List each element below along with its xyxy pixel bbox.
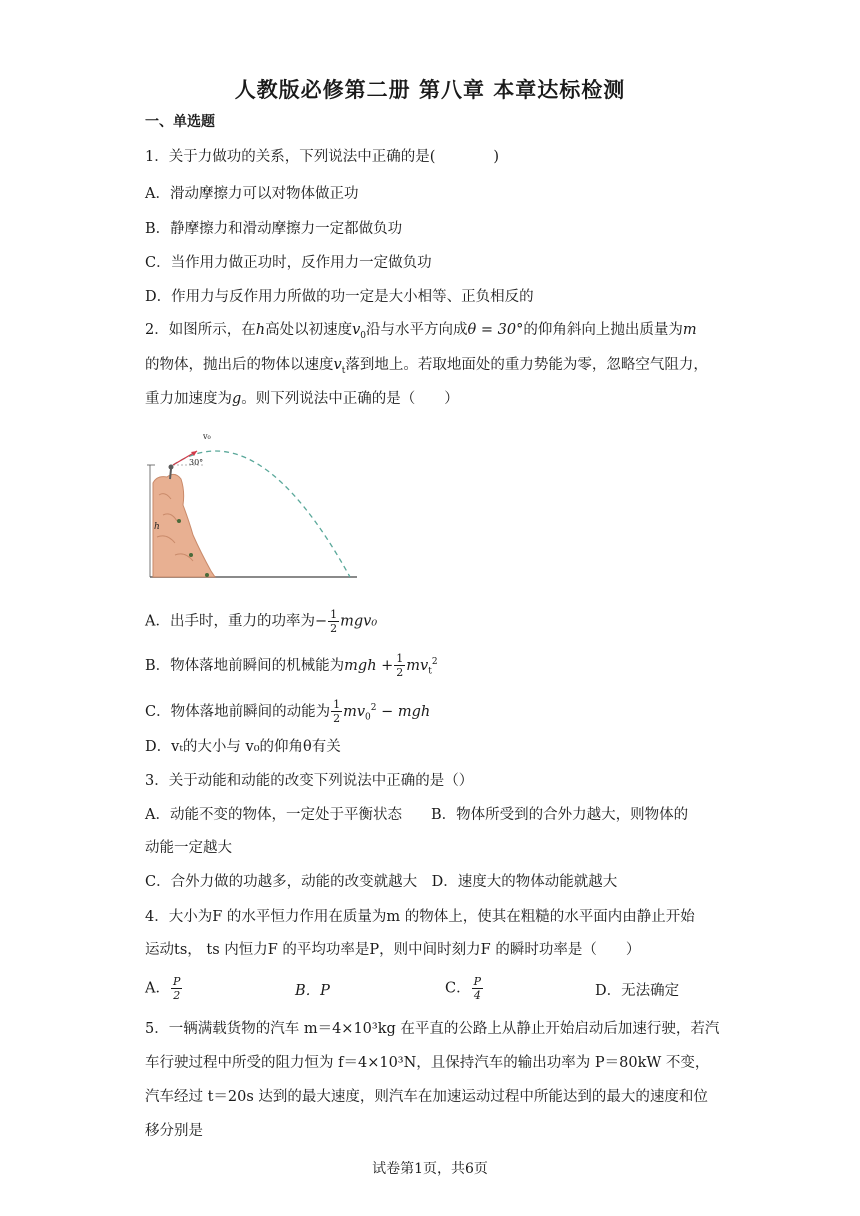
- cliff-shape: [153, 474, 215, 577]
- q2-option-d: D．vₜ的大小与 v₀的仰角θ有关: [145, 739, 341, 755]
- q1-stem: 1．关于力做功的关系，下列说法中正确的是( ): [145, 149, 500, 165]
- q1-option-c: C．当作用力做正功时，反作用力一定做负功: [145, 255, 432, 271]
- velocity-label: v₀: [203, 432, 211, 441]
- cliff-bush: [205, 573, 209, 577]
- q3-stem: 3．关于动能和动能的改变下列说法中正确的是（）: [145, 773, 474, 789]
- q2-option-c: C．物体落地前瞬间的动能为 $\frac{1}{2}$ $mv_0^2$ − mgh: [145, 698, 431, 726]
- page-title: 人教版必修第二册 第八章 本章达标检测: [234, 78, 626, 102]
- q2-option-a: A．出手时，重力的功率为− $\frac{1}{2}$ mgv₀: [145, 608, 378, 635]
- q4-option-a: A． $\frac{P}{2}$: [145, 975, 181, 1002]
- cliff-bush: [177, 519, 181, 523]
- thrower-body: [170, 469, 171, 479]
- projectile-figure: [145, 425, 365, 585]
- q5-stem-line-1: 5．一辆满载货物的汽车 m＝4×10³kg 在平直的公路上从静止开始启动后加速行驶，若汽: [145, 1021, 720, 1037]
- angle-label: 30°: [189, 458, 204, 467]
- q3-options-ab-cont: 动能一定越大: [145, 840, 232, 856]
- q3-options-cd: C．合外力做的功越多，动能的改变就越大 D．速度大的物体动能就越大: [145, 874, 618, 890]
- page-footer: 试卷第1页，共6页: [372, 1161, 488, 1177]
- thrower-head: [169, 465, 174, 470]
- height-label: h: [154, 522, 160, 532]
- q1-option-d: D．作用力与反作用力所做的功一定是大小相等、正负相反的: [145, 289, 534, 305]
- section-heading: 一、单选题: [145, 114, 215, 130]
- q4-stem-line-1: 4．大小为F 的水平恒力作用在质量为m 的物体上，使其在粗糙的水平面内由静止开始: [145, 909, 695, 925]
- q5-stem-line-4: 移分别是: [145, 1123, 203, 1139]
- q5-stem-line-3: 汽车经过 t＝20s 达到的最大速度，则汽车在加速运动过程中所能达到的最大的速度和位: [145, 1089, 708, 1105]
- q2-stem-line-1: 2．如图所示，在h高处以初速度$v_0$沿与水平方向成θ = 30°的仰角斜向上抛出质量为m: [145, 322, 697, 341]
- q5-stem-line-2: 车行驶过程中所受的阻力恒为 f＝4×10³N，且保持汽车的输出功率为 P＝80kW 不变，: [145, 1055, 710, 1071]
- cliff-bush: [189, 553, 193, 557]
- q4-option-d: D．无法确定: [595, 983, 680, 999]
- q1-option-b: B．静摩擦力和滑动摩擦力一定都做负功: [145, 221, 403, 237]
- q2-stem-line-2: 的物体，抛出后的物体以速度$v_t$落到地上。若取地面处的重力势能为零，忽略空气阻力，: [145, 357, 708, 376]
- q1-option-a: A．滑动摩擦力可以对物体做正功: [145, 186, 359, 202]
- q4-option-c: C． $\frac{P}{4}$: [445, 975, 482, 1002]
- q3-options-ab: A．动能不变的物体，一定处于平衡状态 B．物体所受到的合外力越大，则物体的: [145, 807, 689, 823]
- q4-stem-line-2: 运动ts， ts 内恒力F 的平均功率是P，则中间时刻力F 的瞬时功率是（ ）: [145, 942, 641, 958]
- q2-option-b: B．物体落地前瞬间的机械能为mgh + $\frac{1}{2}$ $mv_t^2$: [145, 652, 438, 680]
- q4-option-b: B．P: [295, 983, 330, 999]
- q2-stem-line-3: 重力加速度为g。则下列说法中正确的是（ ）: [145, 391, 459, 407]
